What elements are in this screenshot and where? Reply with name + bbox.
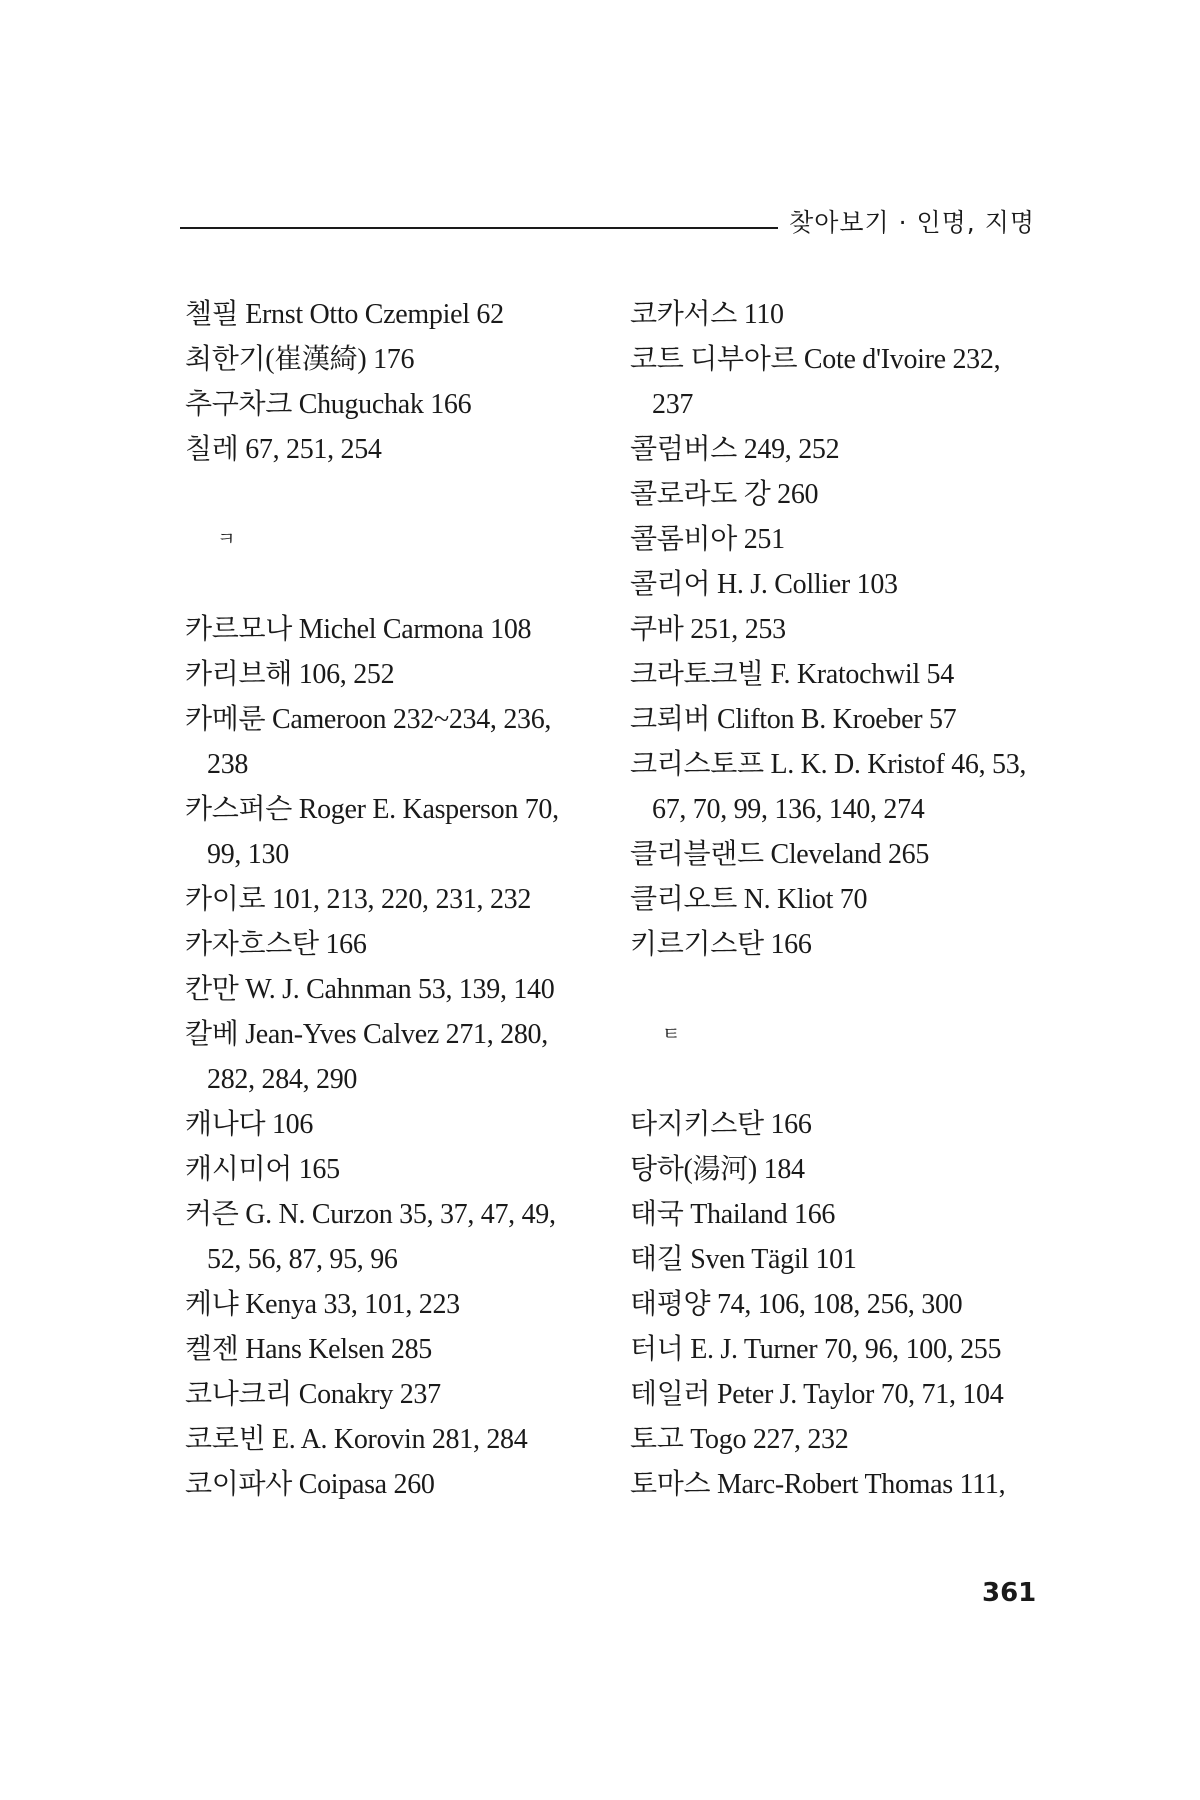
section-letter-kieuk: ㅋ bbox=[217, 528, 236, 550]
index-entry: 카르모나 Michel Carmona 108 bbox=[185, 614, 532, 645]
index-entry: 카스퍼슨 Roger E. Kasperson 70, bbox=[185, 794, 559, 825]
index-entry-continuation: 237 bbox=[652, 389, 694, 420]
index-entry: 태평양 74, 106, 108, 256, 300 bbox=[630, 1289, 963, 1320]
index-entry: 커즌 G. N. Curzon 35, 37, 47, 49, bbox=[185, 1199, 556, 1230]
index-entry: 최한기(崔漢綺) 176 bbox=[185, 344, 415, 375]
index-entry: 터너 E. J. Turner 70, 96, 100, 255 bbox=[630, 1334, 1002, 1365]
index-entry: 태국 Thailand 166 bbox=[630, 1199, 836, 1230]
index-entry: 칠레 67, 251, 254 bbox=[185, 434, 382, 465]
index-entry-continuation: 282, 284, 290 bbox=[207, 1064, 358, 1095]
header-rule bbox=[180, 227, 778, 229]
index-column-left bbox=[185, 292, 595, 1507]
index-entry: 카메룬 Cameroon 232~234, 236, bbox=[185, 704, 552, 735]
index-entry: 추구차크 Chuguchak 166 bbox=[185, 389, 472, 420]
index-column-right bbox=[630, 292, 1040, 1507]
spacer bbox=[630, 1057, 1040, 1102]
running-head-title: 찾아보기 · 인명, 지명 bbox=[789, 208, 1035, 237]
page-number: 361 bbox=[982, 1578, 1037, 1608]
index-entry: 코트 디부아르 Cote d'Ivoire 232, bbox=[630, 344, 1001, 375]
index-entry: 콜로라도 강 260 bbox=[630, 479, 819, 510]
index-entry: 토마스 Marc-Robert Thomas 111, bbox=[630, 1469, 1006, 1500]
index-entry: 캐시미어 165 bbox=[185, 1154, 340, 1185]
index-entry: 카리브해 106, 252 bbox=[185, 659, 395, 690]
index-entry-continuation: 52, 56, 87, 95, 96 bbox=[207, 1244, 398, 1275]
index-entry: 쿠바 251, 253 bbox=[630, 614, 786, 645]
index-entry: 크뢰버 Clifton B. Kroeber 57 bbox=[630, 704, 957, 735]
spacer bbox=[630, 967, 1040, 1012]
index-entry: 키르기스탄 166 bbox=[630, 929, 812, 960]
index-entry: 콜리어 H. J. Collier 103 bbox=[630, 569, 898, 600]
index-entry: 케냐 Kenya 33, 101, 223 bbox=[185, 1289, 460, 1320]
index-entry: 첼필 Ernst Otto Czempiel 62 bbox=[185, 299, 504, 330]
index-entry: 칸만 W. J. Cahnman 53, 139, 140 bbox=[185, 974, 555, 1005]
index-entry: 코나크리 Conakry 237 bbox=[185, 1379, 441, 1410]
index-entry: 카자흐스탄 166 bbox=[185, 929, 367, 960]
index-entry: 캐나다 106 bbox=[185, 1109, 314, 1140]
index-entry: 코카서스 110 bbox=[630, 299, 784, 330]
index-entry: 켈젠 Hans Kelsen 285 bbox=[185, 1334, 432, 1365]
index-entry: 콜럼버스 249, 252 bbox=[630, 434, 840, 465]
index-entry-continuation: 67, 70, 99, 136, 140, 274 bbox=[652, 794, 925, 825]
spacer bbox=[185, 562, 595, 607]
index-entry: 토고 Togo 227, 232 bbox=[630, 1424, 849, 1455]
spacer bbox=[185, 472, 595, 517]
index-entry: 콜롬비아 251 bbox=[630, 524, 785, 555]
index-entry: 테일러 Peter J. Taylor 70, 71, 104 bbox=[630, 1379, 1004, 1410]
index-entry: 태길 Sven Tägil 101 bbox=[630, 1244, 857, 1275]
index-entry: 타지키스탄 166 bbox=[630, 1109, 812, 1140]
index-entry: 코이파사 Coipasa 260 bbox=[185, 1469, 435, 1500]
index-entry: 크라토크빌 F. Kratochwil 54 bbox=[630, 659, 954, 690]
section-letter-tieut: ㅌ bbox=[662, 1023, 681, 1045]
index-entry: 카이로 101, 213, 220, 231, 232 bbox=[185, 884, 532, 915]
index-entry: 탕하(湯河) 184 bbox=[630, 1154, 805, 1185]
index-entry-continuation: 238 bbox=[207, 749, 249, 780]
running-head bbox=[180, 203, 1035, 241]
index-entry: 코로빈 E. A. Korovin 281, 284 bbox=[185, 1424, 528, 1455]
index-entry: 칼베 Jean-Yves Calvez 271, 280, bbox=[185, 1019, 548, 1050]
index-entry: 클리블랜드 Cleveland 265 bbox=[630, 839, 930, 870]
index-entry-continuation: 99, 130 bbox=[207, 839, 289, 870]
index-entry: 크리스토프 L. K. D. Kristof 46, 53, bbox=[630, 749, 1027, 780]
index-entry: 클리오트 N. Kliot 70 bbox=[630, 884, 868, 915]
